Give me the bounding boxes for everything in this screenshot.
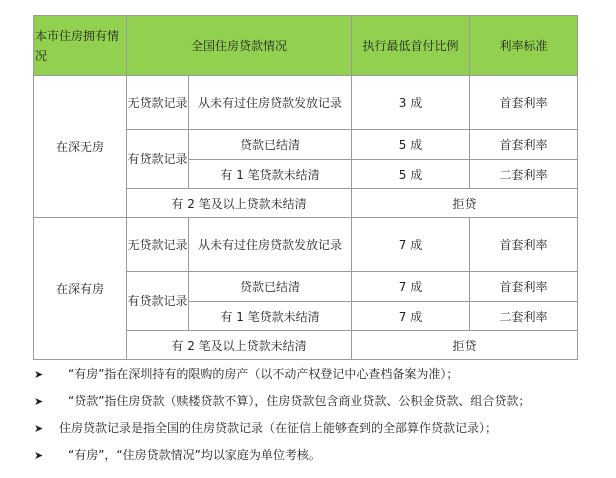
arrow-bullet-icon: ➤ — [34, 449, 44, 462]
loan-situation-cell: 有 2 笔及以上贷款未结清 — [127, 331, 352, 360]
arrow-bullet-icon: ➤ — [34, 422, 44, 435]
interest-rate-cell: 首套利率 — [470, 218, 578, 272]
loan-record-category: 有贷款记录 — [127, 130, 189, 189]
loan-situation-cell: 贷款已结清 — [189, 272, 352, 302]
loan-rejected-cell: 拒贷 — [352, 189, 578, 218]
housing-status-cell: 在深有房 — [34, 218, 127, 360]
header-housing-status: 本市住房拥有情况 — [34, 16, 127, 76]
table-row — [34, 218, 578, 272]
interest-rate-cell: 首套利率 — [470, 76, 578, 130]
loan-situation-cell: 从未有过住房贷款发放记录 — [189, 76, 352, 130]
loan-situation-cell: 贷款已结清 — [189, 130, 352, 160]
loan-record-category: 无贷款记录 — [127, 218, 189, 272]
table-row — [34, 76, 578, 130]
down-payment-cell: 7 成 — [352, 302, 470, 331]
note-text: “有房”指在深圳持有的限购的房产（以不动产权登记中心查档备案为准）； — [68, 367, 459, 381]
loan-situation-cell: 有 2 笔及以上贷款未结清 — [127, 189, 352, 218]
interest-rate-cell: 二套利率 — [470, 160, 578, 189]
arrow-bullet-icon: ➤ — [34, 368, 44, 381]
loan-situation-cell: 有 1 笔贷款未结清 — [189, 302, 352, 331]
interest-rate-cell: 二套利率 — [470, 302, 578, 331]
loan-record-category: 无贷款记录 — [127, 76, 189, 130]
note-item — [34, 394, 594, 409]
loan-situation-cell: 从未有过住房贷款发放记录 — [189, 218, 352, 272]
note-text: 住房贷款记录是指全国的住房贷款记录（在征信上能够查到的全部算作贷款记录）； — [59, 421, 498, 435]
interest-rate-cell: 首套利率 — [470, 130, 578, 160]
note-item — [34, 421, 594, 436]
header-loan-situation: 全国住房贷款情况 — [127, 16, 352, 76]
down-payment-cell: 5 成 — [352, 160, 470, 189]
note-item — [34, 367, 594, 382]
down-payment-cell: 3 成 — [352, 76, 470, 130]
header-interest-rate: 利率标准 — [470, 16, 578, 76]
down-payment-cell: 5 成 — [352, 130, 470, 160]
housing-status-cell: 在深无房 — [34, 76, 127, 218]
arrow-bullet-icon: ➤ — [34, 395, 44, 408]
interest-rate-cell: 首套利率 — [470, 272, 578, 302]
loan-situation-cell: 有 1 笔贷款未结清 — [189, 160, 352, 189]
down-payment-cell: 7 成 — [352, 218, 470, 272]
loan-record-category: 有贷款记录 — [127, 272, 189, 331]
table-header-row — [34, 16, 578, 76]
header-min-down-payment: 执行最低首付比例 — [352, 16, 470, 76]
note-item — [34, 448, 594, 463]
down-payment-cell: 7 成 — [352, 272, 470, 302]
policy-notes — [34, 367, 594, 475]
note-text: “有房”，“住房贷款情况”均以家庭为单位考核。 — [68, 448, 321, 462]
mortgage-policy-table — [33, 15, 578, 360]
loan-rejected-cell: 拒贷 — [352, 331, 578, 360]
note-text: “贷款”指住房贷款（赎楼贷款不算），住房贷款包含商业贷款、公积金贷款、组合贷款； — [68, 394, 531, 408]
